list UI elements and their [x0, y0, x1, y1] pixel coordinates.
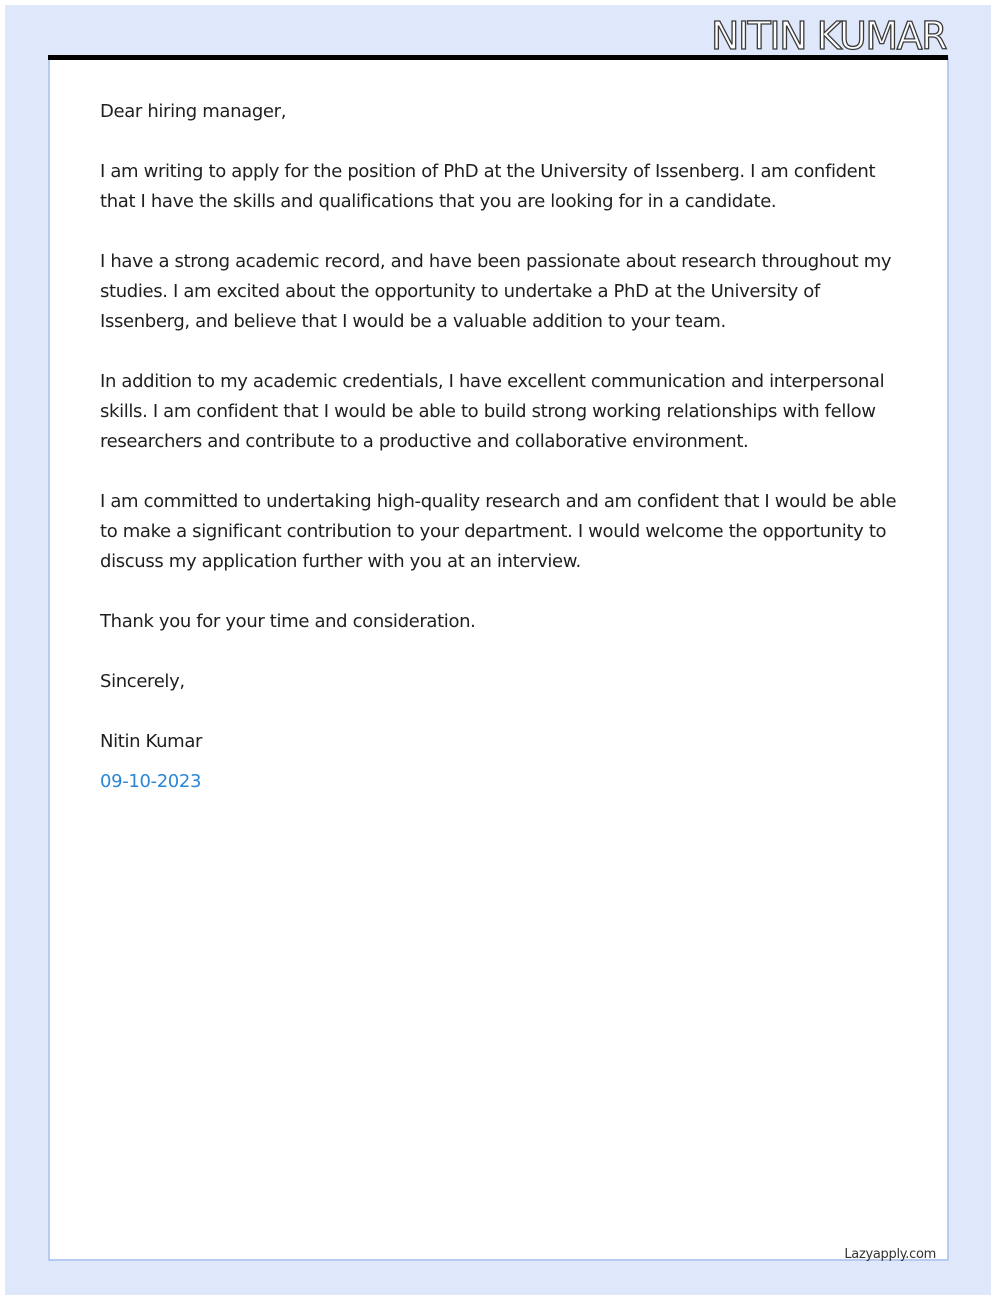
letter-paragraph-3: In addition to my academic credentials, I have excellent communication and interpersonal skills. I am confident that I would be able to build strong working relationships with fellow researchers and contribute to a productive and collaborative environment. [100, 371, 885, 452]
signature-name: Nitin Kumar [100, 731, 203, 752]
letter-closing: Sincerely, [100, 671, 185, 692]
applicant-name-header: NITIN KUMAR [711, 14, 946, 58]
letter-paragraph-thanks: Thank you for your time and consideration. [100, 611, 476, 632]
cover-letter-body [100, 97, 900, 827]
letter-paragraph-2: I have a strong academic record, and have been passionate about research throughout my studies. I am excited about the opportunity to undertake a PhD at the University of Issenberg, and believe that I would be a valuable addition to your team. [100, 251, 892, 332]
footer-brand-text: Lazyapply.com [844, 1247, 936, 1262]
letter-salutation: Dear hiring manager, [100, 101, 287, 122]
letter-paragraph-1: I am writing to apply for the position of PhD at the University of Issenberg. I am confident that I have the skills and qualifications that you are looking for in a candidate. [100, 161, 876, 212]
letter-date: 09-10-2023 [100, 771, 202, 792]
letter-paragraph-4: I am committed to undertaking high-quality research and am confident that I would be able to make a significant contribution to your department. I would welcome the opportunity to discuss my application further with you at an interview. [100, 491, 897, 572]
